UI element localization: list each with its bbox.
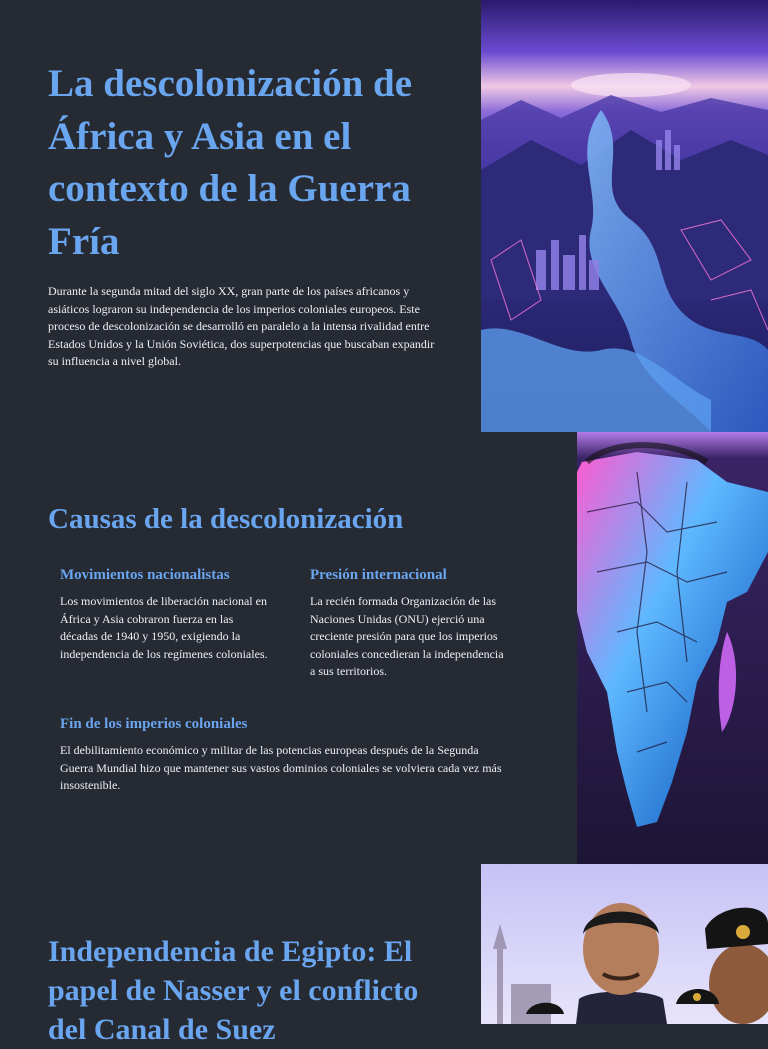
causes-title: Causas de la descolonización xyxy=(48,503,404,535)
causes-section xyxy=(0,432,768,864)
card-heading: Presión internacional xyxy=(310,567,447,583)
card-heading: Movimientos nacionalistas xyxy=(60,567,230,583)
officers-portrait-illustration xyxy=(481,864,768,1024)
egypt-section xyxy=(0,864,768,1046)
card-text: Los movimientos de liberación nacional en África y Asia cobraron fuerza en las décadas de 1940 y 1950, exigiendo la independencia de los regímenes coloniales. xyxy=(60,594,268,661)
card-text: El debilitamiento económico y militar de las potencias europeas después de la Segunda Guerra Mundial hizo que mantener sus vastos dominios coloniales se volviera cada vez más insostenible. xyxy=(60,743,502,793)
card-end-of-empires xyxy=(60,714,510,795)
card-nationalist-movements xyxy=(60,565,270,663)
page-title: La descolonización de África y Asia en el contexto de la Guerra Fría xyxy=(48,62,413,263)
intro-paragraph: Durante la segunda mitad del siglo XX, gran parte de los países africanos y asiáticos lograron su independencia de los imperios coloniales europeos. Este proceso de descolonización se desarrolló en paralelo a la intensa rivalidad entre Estados Unidos y la Unión Soviética, dos superpotencias que buscaban expandir su influencia a nivel global. xyxy=(48,284,435,369)
card-text: La recién formada Organización de las Naciones Unidas (ONU) ejerció una creciente presión para que los imperios coloniales concedieran la independencia a sus territorios. xyxy=(310,594,504,679)
card-international-pressure xyxy=(310,565,510,681)
africa-map-illustration xyxy=(577,432,768,864)
egypt-title: Independencia de Egipto: El papel de Nasser y el conflicto del Canal de Suez xyxy=(48,935,419,1046)
intro-section xyxy=(0,0,768,432)
card-heading: Fin de los imperios coloniales xyxy=(60,716,248,732)
landscape-map-illustration xyxy=(481,0,768,432)
